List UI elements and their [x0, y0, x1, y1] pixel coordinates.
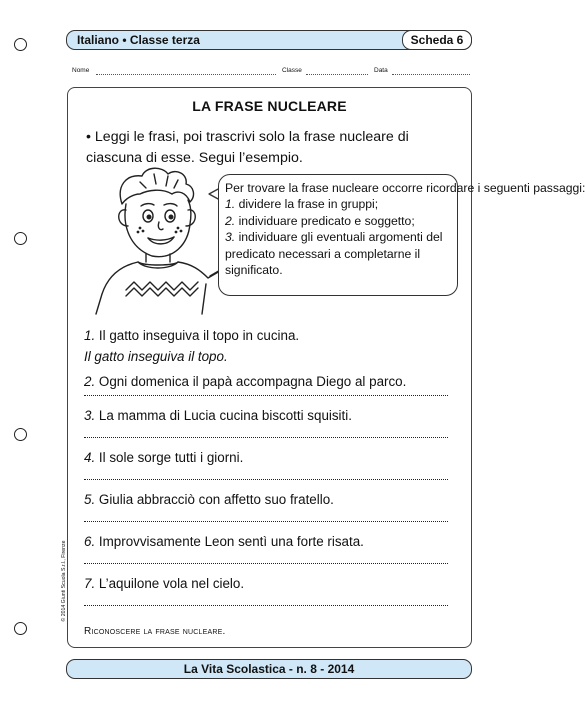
sentence-4 — [84, 450, 243, 465]
binder-hole — [14, 622, 27, 635]
copyright-text: © 2014 Giunti Scuola S.r.l., Firenze — [61, 540, 67, 622]
answer-line-7[interactable] — [84, 605, 448, 606]
tip-step-2 — [225, 213, 457, 229]
tip-step-text: dividere la frase in gruppi; — [238, 197, 379, 212]
student-fields — [72, 67, 470, 79]
sentence-1 — [84, 328, 299, 343]
class-field[interactable] — [306, 74, 368, 75]
sentence-text: L’aquilone vola nel cielo. — [98, 576, 245, 591]
sentence-text: La mamma di Lucia cucina biscotti squisiti. — [98, 408, 352, 423]
name-field[interactable] — [96, 74, 276, 75]
sentence-text: Giulia abbracciò con affetto suo fratello. — [98, 492, 334, 507]
sentence-number: 4. — [84, 450, 96, 465]
tip-step-number: 3. — [225, 230, 236, 245]
binder-hole — [14, 38, 27, 51]
example-answer: Il gatto inseguiva il topo. — [84, 349, 228, 364]
sentence-3 — [84, 408, 352, 423]
name-label: Nome — [72, 67, 90, 74]
tip-intro: Per trovare la frase nucleare occorre ricordare i seguenti passaggi: — [225, 181, 585, 195]
sentence-text: Il sole sorge tutti i giorni. — [98, 450, 244, 465]
sentence-number: 5. — [84, 492, 96, 507]
tip-bubble — [218, 174, 585, 296]
answer-line-4[interactable] — [84, 479, 448, 480]
sentence-number: 3. — [84, 408, 96, 423]
answer-line-6[interactable] — [84, 563, 448, 564]
copyright-notice — [60, 532, 68, 632]
exercise-frame — [67, 87, 585, 648]
footer-bar: La Vita Scolastica - n. 8 - 2014 — [66, 659, 472, 679]
tip-step-number: 2. — [225, 213, 236, 228]
tip-step-text: individuare gli eventuali argomenti del predicato necessari a completarne il significato. — [225, 230, 443, 278]
sentence-number: 7. — [84, 576, 96, 591]
header-bar — [66, 30, 472, 50]
tip-step-number: 1. — [225, 197, 236, 212]
date-label: Data — [374, 67, 388, 74]
tip-step-3 — [225, 229, 457, 278]
sentence-5 — [84, 492, 334, 507]
sentence-6 — [84, 534, 364, 549]
sentence-text: Il gatto inseguiva il topo in cucina. — [98, 328, 300, 343]
binder-hole — [14, 232, 27, 245]
sentence-7 — [84, 576, 244, 591]
sheet-label: Scheda 6 — [402, 30, 472, 50]
answer-line-3[interactable] — [84, 437, 448, 438]
exercise-title: LA FRASE NUCLEARE — [192, 98, 347, 114]
sentence-2 — [84, 374, 406, 389]
sentence-number: 6. — [84, 534, 96, 549]
instruction-text: • Leggi le frasi, poi trascrivi solo la frase nucleare di ciascuna di esse. Segui l’esempio. — [86, 129, 409, 166]
subject-title: Italiano • Classe terza — [77, 33, 200, 47]
sentence-text: Improvvisamente Leon sentì una forte risata. — [98, 534, 364, 549]
tip-step-text: individuare predicato e soggetto; — [238, 213, 415, 228]
binder-hole — [14, 428, 27, 441]
tip-step-1 — [225, 196, 457, 212]
class-label: Classe — [282, 67, 302, 74]
sentence-number: 2. — [84, 374, 96, 389]
date-field[interactable] — [392, 74, 470, 75]
sentence-text: Ogni domenica il papà accompagna Diego al parco. — [98, 374, 407, 389]
answer-line-2[interactable] — [84, 395, 448, 396]
answer-line-5[interactable] — [84, 521, 448, 522]
sentence-number: 1. — [84, 328, 96, 343]
learning-objective: Riconoscere la frase nucleare. — [84, 626, 226, 637]
